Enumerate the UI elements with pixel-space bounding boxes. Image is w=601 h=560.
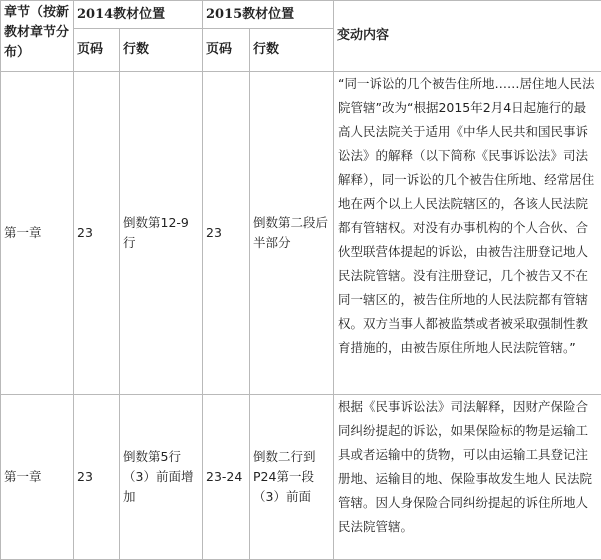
row1-change-content: “同一诉讼的几个被告住所地……居住地人民法院管辖”改为“根据2015年2月4日起施行的最高人民法院关于适用《中华人民共和国民事诉讼法》的解释（以下简称《民事诉讼法》司法解释），同一诉讼的几个被告住所地、经常居住地在两个以上人民法院辖区的，各该人民法院都有管辖权。对没有办事机构的个人合伙、合伙型联营体提起的诉讼，由被告注册登记地人民法院管辖。没有注册登记，几个被告又不在同一辖区的，被告住所地的人民法院都有管辖权。双方当事人都被监禁或者被采取强制性教育措施的，由被告原住所地人民法院管辖。” xyxy=(334,72,601,395)
header-2014-page: 页码 xyxy=(74,29,120,72)
row1-page-2015: 23 xyxy=(203,72,250,395)
header-2015-position: 2015教材位置 xyxy=(203,1,334,29)
header-2014-line: 行数 xyxy=(120,29,203,72)
row2-page-2015: 23-24 xyxy=(203,395,250,560)
header-change-content: 变动内容 xyxy=(334,1,601,72)
table-row xyxy=(1,72,601,395)
row2-line-2015: 倒数二行到P24第一段（3）前面 xyxy=(250,395,334,560)
table-row xyxy=(1,395,601,560)
header-chapter: 章节（按新教材章节分布） xyxy=(1,1,74,72)
row2-change-content: 根据《民事诉讼法》司法解释，因财产保险合同纠纷提起的诉讼，如果保险标的物是运输工具或者运输中的货物，可以由运输工具登记注册地、运输目的地、保险事故发生地人 民法院管辖。因人身保险合同纠纷提起的诉住所地人民法院管辖。 xyxy=(334,395,601,560)
row1-line-2014: 倒数第12-9行 xyxy=(120,72,203,395)
row2-line-2014: 倒数第5行（3）前面增加 xyxy=(120,395,203,560)
row2-chapter: 第一章 xyxy=(1,395,74,560)
header-2014-position: 2014教材位置 xyxy=(74,1,203,29)
header-2015-line: 行数 xyxy=(250,29,334,72)
header-2015-page: 页码 xyxy=(203,29,250,72)
row1-line-2015: 倒数第二段后半部分 xyxy=(250,72,334,395)
row2-page-2014: 23 xyxy=(74,395,120,560)
row1-page-2014: 23 xyxy=(74,72,120,395)
row1-chapter: 第一章 xyxy=(1,72,74,395)
